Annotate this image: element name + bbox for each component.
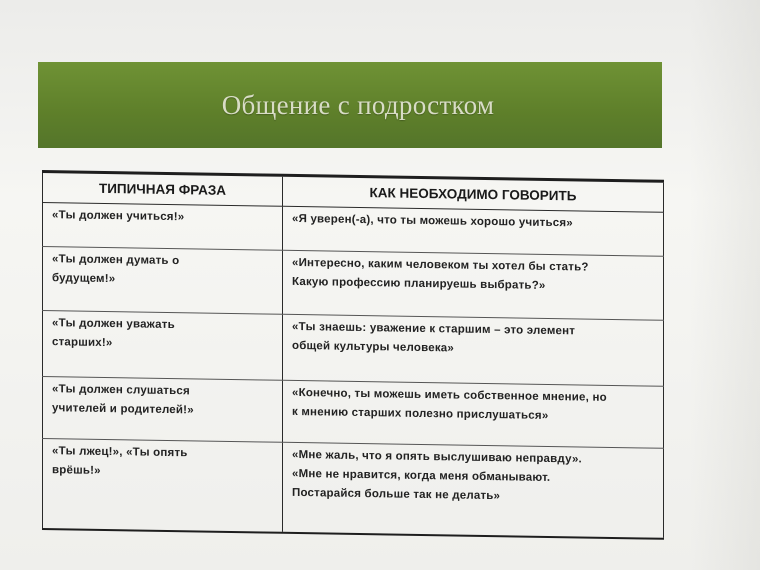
phrase-text: «Ты должен слушаться <box>52 383 190 398</box>
phrase-text: будущем!» <box>52 272 116 286</box>
typical-phrase-cell <box>43 203 283 251</box>
recommended-text: «Мне не нравится, когда меня обманывают. <box>292 467 551 484</box>
recommended-text: Постарайся больше так не делать» <box>292 486 501 503</box>
phrase-text: учителей и родителей!» <box>52 402 194 417</box>
recommended-phrase-cell <box>283 206 664 256</box>
recommended-text: общей культуры человека» <box>292 339 454 355</box>
typical-phrase-cell <box>43 311 283 381</box>
recommended-phrase-cell <box>283 314 664 386</box>
recommended-phrase-cell <box>283 442 664 538</box>
header-how-to-speak: КАК НЕОБХОДИМО ГОВОРИТЬ <box>283 175 664 212</box>
recommended-text: Какую профессию планируешь выбрать?» <box>292 275 546 292</box>
recommended-text: к мнению старших полезно прислушаться» <box>292 405 549 422</box>
title-banner <box>38 62 662 148</box>
phrase-text: «Ты должен учиться!» <box>52 209 185 224</box>
recommended-text: «Мне жаль, что я опять выслушиваю неправду». <box>292 448 582 466</box>
recommended-text: «Интересно, каким человеком ты хотел бы стать? <box>292 256 589 274</box>
phrases-table <box>42 170 664 540</box>
typical-phrase-cell <box>43 247 283 315</box>
recommended-text: «Я уверен(-а), что ты можешь хорошо учиться» <box>292 212 573 230</box>
slide-title: Общение с подростком <box>221 89 495 120</box>
recommended-text: «Ты знаешь: уважение к старшим – это элемент <box>292 320 576 338</box>
phrase-text: «Ты должен уважать <box>52 317 175 332</box>
typical-phrase-cell <box>43 439 283 533</box>
phrase-text: «Ты лжец!», «Ты опять <box>52 445 188 460</box>
phrase-text: «Ты должен думать о <box>52 253 180 268</box>
screen-edge-shade <box>690 0 760 570</box>
table-row <box>43 377 664 449</box>
table-row <box>43 439 664 539</box>
recommended-phrase-cell <box>283 250 664 320</box>
phrase-text: старших!» <box>52 336 113 350</box>
table-row <box>43 311 664 387</box>
typical-phrase-cell <box>43 377 283 443</box>
table-row <box>43 247 664 321</box>
phrases-table-container <box>42 170 663 540</box>
phrase-text: врёшь!» <box>52 464 101 477</box>
recommended-phrase-cell <box>283 380 664 448</box>
header-typical-phrase: ТИПИЧНАЯ ФРАЗА <box>43 172 283 207</box>
recommended-text: «Конечно, ты можешь иметь собственное мнение, но <box>292 386 607 404</box>
